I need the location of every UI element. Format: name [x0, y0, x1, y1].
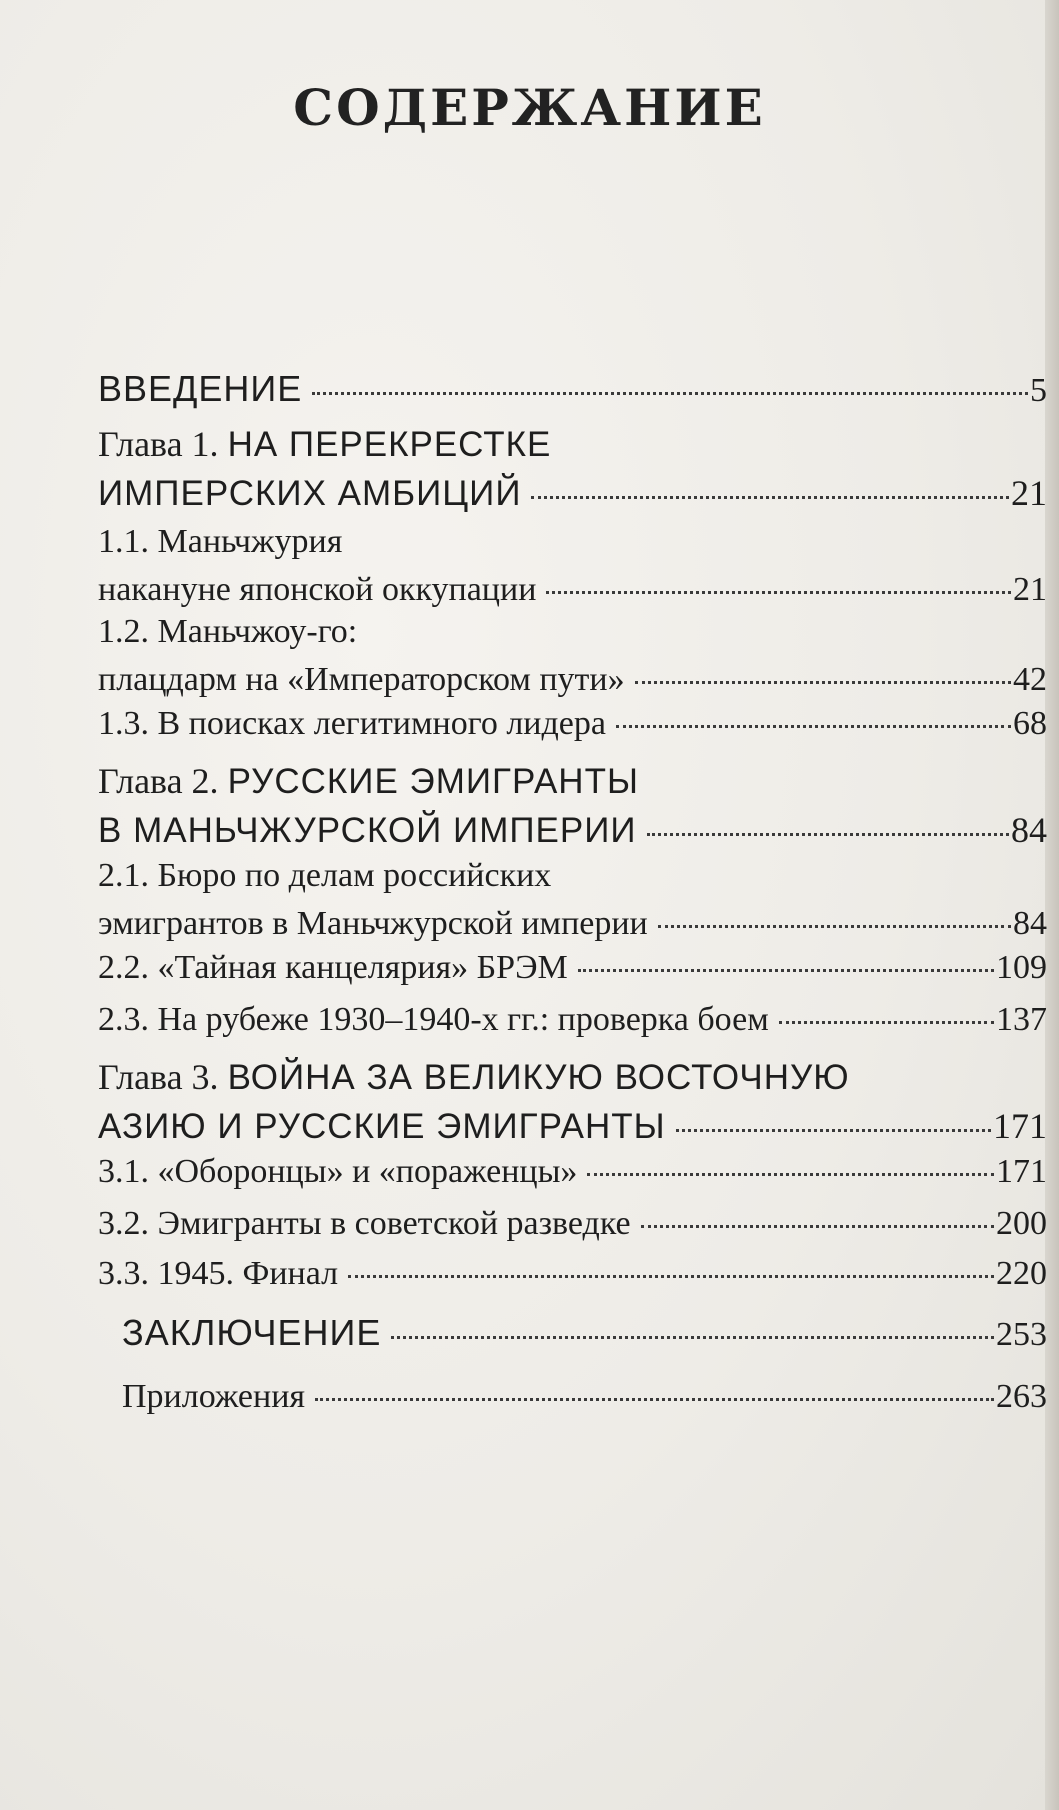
- toc-page-number: 42: [1013, 661, 1047, 698]
- dot-leader: [779, 1021, 994, 1024]
- toc-entry-line: 1.1. Маньчжурия: [98, 523, 343, 560]
- toc-entry-section-3-3: [98, 1250, 1047, 1298]
- toc-page-number: 200: [996, 1205, 1047, 1242]
- dot-leader: [315, 1398, 994, 1401]
- toc-entry-title: Приложения: [122, 1378, 306, 1415]
- toc-entry-chapter-2: [98, 757, 1047, 855]
- toc-entry-section-3-1: [98, 1148, 1047, 1196]
- toc-page-number: 220: [996, 1255, 1047, 1292]
- toc-entry-line: 3.2. Эмигранты в советской разведке: [98, 1205, 631, 1242]
- dot-leader: [641, 1225, 994, 1228]
- toc-entry-line: [98, 757, 639, 806]
- toc-entry-intro: [98, 365, 1047, 415]
- chapter-title-line-2: АЗИЮ И РУССКИЕ ЭМИГРАНТЫ: [98, 1107, 666, 1146]
- toc-entry-appendix: [122, 1373, 1047, 1421]
- toc-page-number: 68: [1013, 705, 1047, 742]
- toc-entry-conclusion: [122, 1309, 1047, 1359]
- toc-entry-title: ВВЕДЕНИЕ: [98, 368, 303, 409]
- toc-page-number: 171: [996, 1153, 1047, 1190]
- chapter-prefix: Глава 3.: [98, 1057, 219, 1097]
- toc-entry-section-1-2: [98, 608, 1047, 704]
- toc-page-number: 5: [1030, 372, 1047, 409]
- toc-page-number: 84: [1011, 810, 1047, 850]
- chapter-title-line-1: ВОЙНА ЗА ВЕЛИКУЮ ВОСТОЧНУЮ: [227, 1058, 850, 1097]
- toc-page-number: 21: [1011, 473, 1047, 513]
- toc-entry-line: 2.3. На рубеже 1930–1940-х гг.: проверка боем: [98, 1001, 769, 1038]
- toc-entry-line: 3.1. «Оборонцы» и «пораженцы»: [98, 1153, 578, 1190]
- toc-page-number: 253: [996, 1316, 1047, 1353]
- toc-page-number: 84: [1013, 905, 1047, 942]
- toc-entry-section-1-1: [98, 518, 1047, 614]
- chapter-title-line-1: НА ПЕРЕКРЕСТКЕ: [227, 425, 552, 464]
- chapter-prefix: Глава 2.: [98, 761, 219, 801]
- page-edge: [1045, 0, 1059, 1810]
- dot-leader: [578, 969, 994, 972]
- toc-entry-chapter-3: [98, 1053, 1047, 1151]
- chapter-prefix: Глава 1.: [98, 424, 219, 464]
- toc-page-number: 137: [996, 1001, 1047, 1038]
- toc-page-number: 263: [996, 1378, 1047, 1415]
- toc-page-number: 171: [993, 1106, 1047, 1146]
- toc-entry-section-2-3: [98, 996, 1047, 1044]
- toc-entry-line: эмигрантов в Маньчжурской империи: [98, 905, 648, 942]
- toc-entry-line: плацдарм на «Императорском пути»: [98, 661, 625, 698]
- toc-entry-section-2-2: [98, 944, 1047, 992]
- page-title: СОДЕРЖАНИЕ: [293, 78, 766, 137]
- dot-leader: [616, 725, 1011, 728]
- chapter-title-line-2: В МАНЬЧЖУРСКОЙ ИМПЕРИИ: [98, 811, 637, 850]
- chapter-title-line-2: ИМПЕРСКИХ АМБИЦИЙ: [98, 474, 522, 513]
- toc-entry-section-3-2: [98, 1200, 1047, 1248]
- toc-entry-line: [98, 1053, 850, 1102]
- dot-leader: [587, 1173, 994, 1176]
- dot-leader: [348, 1275, 994, 1278]
- dot-leader: [531, 496, 1009, 499]
- dot-leader: [635, 681, 1011, 684]
- dot-leader: [546, 591, 1011, 594]
- dot-leader: [658, 925, 1011, 928]
- toc-entry-line: 1.3. В поисках легитимного лидера: [98, 705, 606, 742]
- toc-entry-line: [98, 420, 551, 469]
- toc-entry-section-1-3: [98, 700, 1047, 748]
- toc-entry-chapter-1: [98, 420, 1047, 518]
- toc-page-number: 21: [1013, 571, 1047, 608]
- toc-entry-title: ЗАКЛЮЧЕНИЕ: [122, 1312, 382, 1353]
- toc-entry-line: 2.1. Бюро по делам российских: [98, 857, 552, 894]
- dot-leader: [647, 833, 1009, 836]
- toc-entry-line: 1.2. Маньчжоу-го:: [98, 613, 358, 650]
- dot-leader: [391, 1336, 994, 1339]
- dot-leader: [312, 392, 1028, 395]
- toc-entry-line: 2.2. «Тайная канцелярия» БРЭМ: [98, 949, 568, 986]
- chapter-title-line-1: РУССКИЕ ЭМИГРАНТЫ: [227, 762, 639, 801]
- toc-entry-line: накануне японской оккупации: [98, 571, 537, 608]
- toc-entry-section-2-1: [98, 852, 1047, 948]
- dot-leader: [676, 1129, 991, 1132]
- toc-page-number: 109: [996, 949, 1047, 986]
- toc-entry-line: 3.3. 1945. Финал: [98, 1255, 339, 1292]
